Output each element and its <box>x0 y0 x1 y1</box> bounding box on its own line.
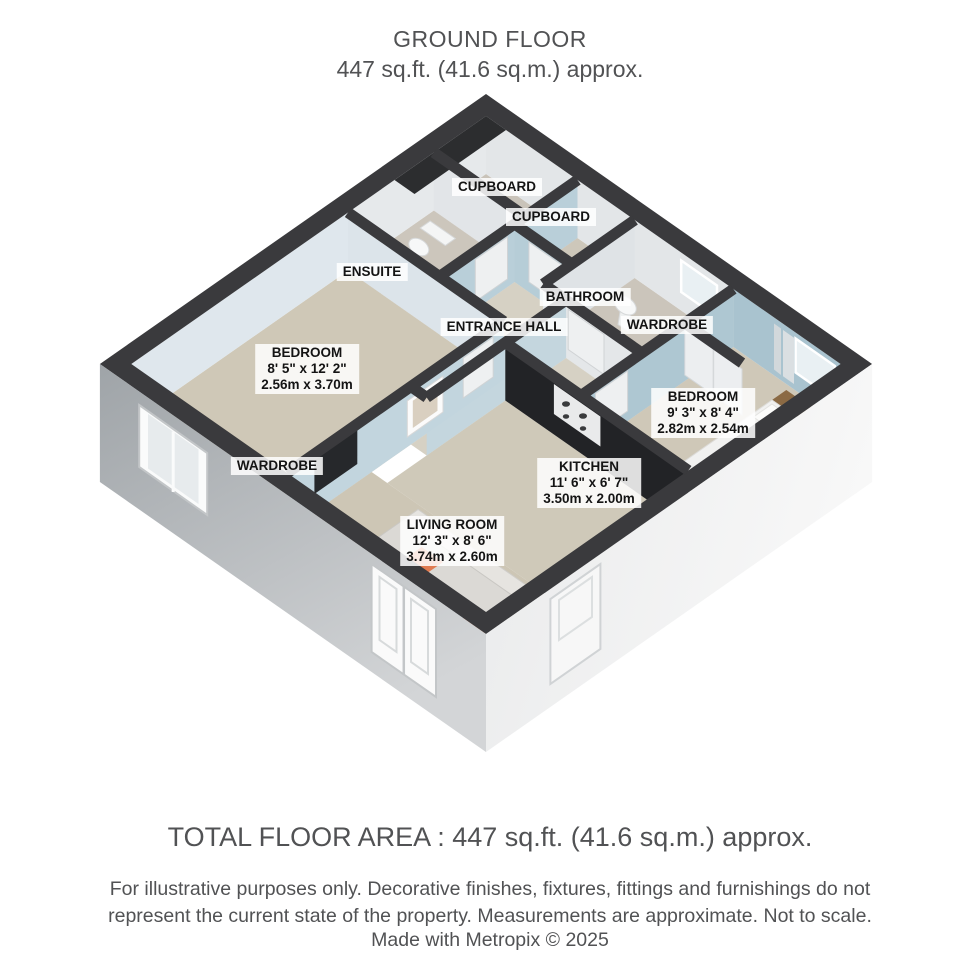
room-label-ensuite <box>337 263 408 281</box>
room-label-cupboard-inner <box>506 208 596 226</box>
disclaimer-text: For illustrative purposes only. Decorative finishes, fixtures, fittings and furnishings do not represent the current state of the property. Measurements are approximate. Not to scale. <box>108 878 872 927</box>
room-dims-ft: 8' 5" x 12' 2" <box>267 361 347 376</box>
page-subtitle: 447 sq.ft. (41.6 sq.m.) approx. <box>336 56 644 82</box>
room-name: ENTRANCE HALL <box>446 319 562 334</box>
room-name: WARDROBE <box>626 317 708 332</box>
room-label-wardrobe-right <box>621 316 713 334</box>
total-floor-area: TOTAL FLOOR AREA : 447 sq.ft. (41.6 sq.m.) approx. <box>167 822 813 852</box>
curtain-left-outer <box>774 324 781 376</box>
room-dims-ft: 9' 3" x 8' 4" <box>667 405 739 420</box>
room-name: KITCHEN <box>558 459 619 474</box>
room-dims-m: 2.56m x 3.70m <box>261 377 353 392</box>
room-label-bathroom <box>540 288 631 306</box>
room-label-bedroom-right <box>651 388 755 438</box>
room-label-living-room <box>400 516 504 566</box>
room-label-kitchen <box>537 458 641 508</box>
curtain-left <box>783 330 794 384</box>
room-name: BEDROOM <box>667 389 739 404</box>
room-name: LIVING ROOM <box>406 517 498 532</box>
room-name: CUPBOARD <box>511 209 591 224</box>
room-dims-m: 3.74m x 2.60m <box>406 549 498 564</box>
room-name: CUPBOARD <box>457 179 537 194</box>
room-dims-m: 3.50m x 2.00m <box>543 491 635 506</box>
room-name: BEDROOM <box>271 345 343 360</box>
credit-text: Made with Metropix © 2025 <box>371 929 609 951</box>
room-name: BATHROOM <box>545 289 625 304</box>
room-name: ENSUITE <box>342 264 402 279</box>
room-dims-ft: 12' 3" x 8' 6" <box>412 533 492 548</box>
room-dims-ft: 11' 6" x 6' 7" <box>549 475 629 490</box>
room-label-entrance-hall <box>441 318 568 336</box>
room-label-bedroom-left <box>255 344 359 394</box>
page-title: GROUND FLOOR <box>393 26 587 52</box>
room-name: WARDROBE <box>236 458 318 473</box>
room-dims-m: 2.82m x 2.54m <box>657 421 749 436</box>
room-label-wardrobe-left <box>231 457 323 475</box>
room-label-cupboard-top <box>452 178 542 196</box>
